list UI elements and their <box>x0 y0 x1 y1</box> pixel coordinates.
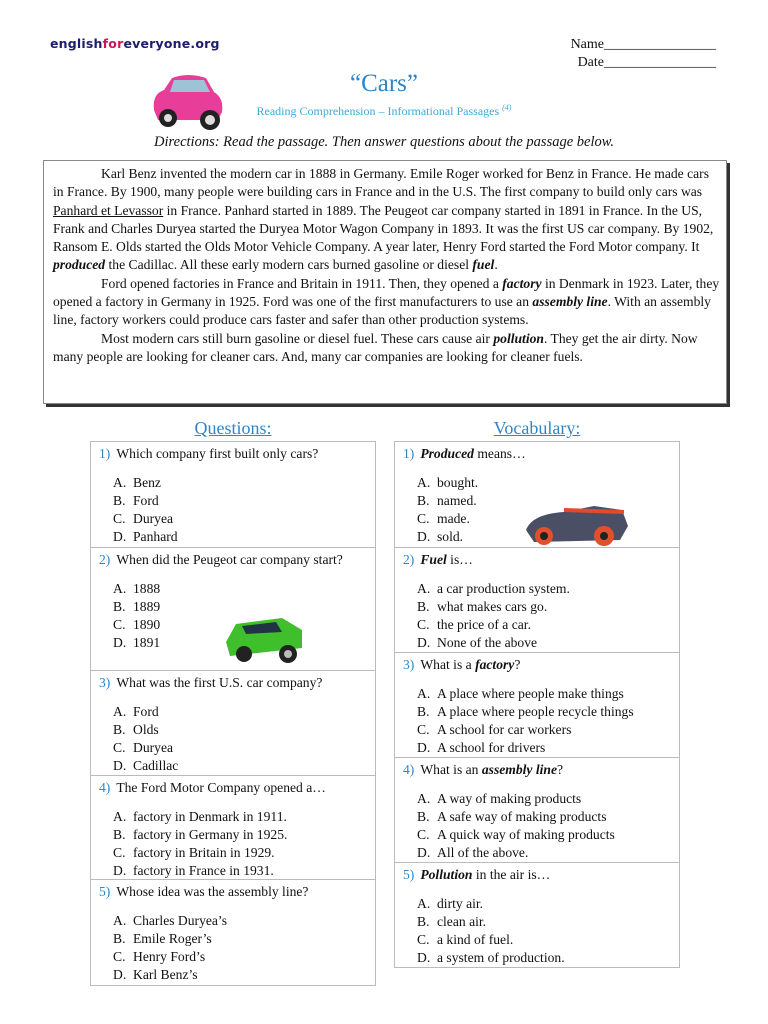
option-text: Panhard <box>133 529 178 544</box>
underlined-text: Panhard et Levassor <box>53 202 164 218</box>
option-text: 1891 <box>133 635 161 650</box>
option-text: Cadillac <box>133 758 179 773</box>
option-letter: A. <box>417 896 431 911</box>
answer-option[interactable] <box>113 721 367 739</box>
answer-option[interactable] <box>113 930 367 948</box>
option-text: what makes cars go. <box>437 599 548 614</box>
option-letter: D. <box>417 845 431 860</box>
option-text: sold. <box>437 529 464 544</box>
answer-option[interactable] <box>113 826 367 844</box>
questions-heading: Questions: <box>194 418 272 438</box>
questions-list <box>90 441 376 986</box>
answer-options <box>403 580 671 652</box>
option-letter: B. <box>417 493 430 508</box>
answer-options <box>99 808 367 880</box>
option-letter: B. <box>417 704 430 719</box>
option-letter: C. <box>417 511 430 526</box>
answer-option[interactable] <box>113 474 367 492</box>
option-letter: D. <box>417 740 431 755</box>
option-letter: D. <box>113 635 127 650</box>
question-number: 2) <box>99 552 111 567</box>
site-logo <box>50 36 220 51</box>
question-prompt <box>99 674 367 692</box>
option-text: A way of making products <box>437 791 582 806</box>
option-text: factory in France in 1931. <box>133 863 274 878</box>
text-segment: . With an assembly line, factory workers could produce cars faster and safer than other production systems. <box>53 294 711 328</box>
option-letter: A. <box>417 475 431 490</box>
answer-option[interactable] <box>113 966 367 984</box>
question-item <box>90 880 376 986</box>
text-segment: What is a <box>420 657 476 672</box>
answer-option[interactable] <box>113 948 367 966</box>
question-number: 5) <box>403 867 415 882</box>
question-item <box>90 671 376 776</box>
option-text: Henry Ford’s <box>133 949 206 964</box>
option-letter: A. <box>113 475 127 490</box>
emphasized-term: Fuel <box>420 552 447 567</box>
question-number: 1) <box>403 446 415 461</box>
option-text: A school for drivers <box>437 740 546 755</box>
reading-passage <box>43 160 727 404</box>
text-segment: Ford opened factories in France and Britain in 1911. Then, they opened a <box>101 275 503 291</box>
emphasized-term: Pollution <box>420 867 473 882</box>
question-prompt <box>403 866 671 884</box>
subtitle-text: Reading Comprehension – Informational Passages <box>256 104 500 118</box>
text-segment: in France. Panhard started in 1889. The Peugeot car company started in 1891 in France. In the US, Frank and Charles Duryea started the Duryea Motor Wagon Company in 1893. It was the first US car company. By 1902, Ransom E. Olds started the Olds Motor Vehicle Company. A year later, Henry Ford started the Ford Motor company. It <box>53 202 714 255</box>
text-segment: The Ford Motor Company opened a… <box>116 780 326 795</box>
text-segment: Karl Benz invented the modern car in 1888 in Germany. Emile Roger worked for Benz in France. He made cars in France. By 1900, many people were building cars in France and in the U.S. The first company to build only cars was <box>53 166 709 200</box>
option-letter: A. <box>113 704 127 719</box>
option-letter: B. <box>113 931 126 946</box>
answer-option[interactable] <box>417 739 671 757</box>
answer-option[interactable] <box>113 912 367 930</box>
question-item <box>90 442 376 548</box>
answer-option[interactable] <box>417 580 671 598</box>
option-letter: A. <box>417 686 431 701</box>
question-item <box>90 776 376 880</box>
option-text: Olds <box>133 722 159 737</box>
option-letter: C. <box>113 617 126 632</box>
page-title: “Cars” <box>349 70 419 97</box>
emphasized-term: factory <box>475 657 515 672</box>
emphasized-term: fuel <box>472 257 495 273</box>
option-letter: C. <box>417 617 430 632</box>
option-letter: A. <box>113 913 127 928</box>
answer-option[interactable] <box>113 808 367 826</box>
question-prompt <box>403 656 671 674</box>
option-text: the price of a car. <box>437 617 531 632</box>
option-letter: B. <box>113 599 126 614</box>
text-segment: Whose idea was the assembly line? <box>116 884 309 899</box>
answer-option[interactable] <box>113 510 367 528</box>
option-text: 1888 <box>133 581 161 596</box>
option-text: named. <box>437 493 477 508</box>
option-letter: C. <box>417 722 430 737</box>
logo-text: everyone.org <box>123 36 220 51</box>
option-text: 1890 <box>133 617 161 632</box>
question-number: 5) <box>99 884 111 899</box>
answer-option[interactable] <box>417 616 671 634</box>
option-letter: C. <box>113 949 126 964</box>
green-race-car-image <box>222 612 306 668</box>
answer-options <box>99 912 367 984</box>
option-letter: C. <box>113 845 126 860</box>
name-field: Name________________ <box>570 37 716 52</box>
option-text: made. <box>437 511 470 526</box>
answer-option[interactable] <box>417 685 671 703</box>
name-date-block <box>571 36 716 72</box>
option-text: Emile Roger’s <box>133 931 212 946</box>
text-segment: in the air is… <box>472 867 551 882</box>
option-text: None of the above <box>437 635 538 650</box>
option-text: A safe way of making products <box>437 809 607 824</box>
option-letter: A. <box>113 581 127 596</box>
answer-option[interactable] <box>417 808 671 826</box>
question-number: 4) <box>403 762 415 777</box>
option-letter: D. <box>113 863 127 878</box>
answer-options <box>403 895 671 967</box>
subtitle <box>0 103 768 119</box>
option-letter: A. <box>113 809 127 824</box>
option-letter: D. <box>113 529 127 544</box>
answer-option[interactable] <box>417 844 671 862</box>
answer-option[interactable] <box>113 844 367 862</box>
option-text: Duryea <box>133 740 174 755</box>
option-letter: D. <box>417 950 431 965</box>
question-prompt <box>99 445 367 463</box>
vocabulary-item <box>394 758 680 863</box>
question-prompt <box>403 551 671 569</box>
emphasized-term: Produced <box>420 446 474 461</box>
answer-option[interactable] <box>417 931 671 949</box>
answer-options <box>99 703 367 775</box>
vocabulary-item <box>394 548 680 653</box>
option-text: Ford <box>133 493 159 508</box>
emphasized-term: assembly line <box>532 294 608 310</box>
answer-option[interactable] <box>417 634 671 652</box>
answer-option[interactable] <box>417 474 671 492</box>
option-letter: C. <box>113 740 126 755</box>
vocabulary-heading: Vocabulary: <box>493 418 581 438</box>
text-segment: What was the first U.S. car company? <box>116 675 323 690</box>
question-number: 1) <box>99 446 111 461</box>
option-letter: B. <box>113 827 126 842</box>
option-letter: D. <box>417 635 431 650</box>
answer-option[interactable] <box>113 580 367 598</box>
option-text: a kind of fuel. <box>437 932 514 947</box>
option-text: factory in Denmark in 1911. <box>133 809 287 824</box>
option-text: bought. <box>437 475 479 490</box>
option-text: Karl Benz’s <box>133 967 198 982</box>
emphasized-term: assembly line <box>481 762 557 777</box>
answer-options <box>99 474 367 546</box>
option-text: factory in Germany in 1925. <box>133 827 288 842</box>
option-text: A place where people recycle things <box>437 704 634 719</box>
option-text: Duryea <box>133 511 174 526</box>
text-segment: is… <box>446 552 473 567</box>
answer-option[interactable] <box>417 703 671 721</box>
text-segment: . They get the air dirty. Now many people are looking for cleaner cars. And, many car companies are looking for cleaner fuels. <box>53 330 698 364</box>
date-field: Date________________ <box>577 55 716 70</box>
option-text: Benz <box>133 475 161 490</box>
option-letter: C. <box>417 827 430 842</box>
text-segment: in Denmark in 1923. Later, they opened a factory in Germany in 1925. Ford was one of the first manufacturers to use an <box>53 275 720 310</box>
answer-option[interactable] <box>113 862 367 880</box>
option-letter: D. <box>417 529 431 544</box>
answer-option[interactable] <box>113 703 367 721</box>
passage-paragraph <box>53 165 720 275</box>
option-text: Ford <box>133 704 159 719</box>
option-letter: B. <box>417 599 430 614</box>
text-segment: means… <box>473 446 526 461</box>
question-prompt <box>403 445 671 463</box>
option-letter: B. <box>113 493 126 508</box>
answer-options <box>403 685 671 757</box>
option-text: clean air. <box>437 914 487 929</box>
logo-text: for <box>102 36 124 51</box>
option-text: a car production system. <box>437 581 570 596</box>
option-text: A school for car workers <box>437 722 572 737</box>
answer-option[interactable] <box>113 739 367 757</box>
option-text: A place where people make things <box>437 686 624 701</box>
text-segment: the Cadillac. All these early modern cars burned gasoline or diesel <box>105 257 473 273</box>
question-prompt <box>99 883 367 901</box>
question-number: 3) <box>99 675 111 690</box>
text-segment: . <box>494 257 498 273</box>
option-letter: D. <box>113 967 127 982</box>
option-text: 1889 <box>133 599 161 614</box>
option-letter: A. <box>417 791 431 806</box>
question-prompt <box>403 761 671 779</box>
question-prompt <box>99 779 367 797</box>
answer-option[interactable] <box>113 528 367 546</box>
emphasized-term: produced <box>53 257 106 273</box>
directions: Directions: Read the passage. Then answer questions about the passage below. <box>154 134 614 150</box>
text-segment: When did the Peugeot car company start? <box>116 552 343 567</box>
text-segment: Which company first built only cars? <box>116 446 319 461</box>
option-letter: C. <box>417 932 430 947</box>
passage-paragraph <box>53 275 720 330</box>
option-text: All of the above. <box>437 845 529 860</box>
option-text: factory in Britain in 1929. <box>133 845 275 860</box>
logo-text: english <box>50 36 103 51</box>
answer-option[interactable] <box>113 757 367 775</box>
question-number: 4) <box>99 780 111 795</box>
answer-option[interactable] <box>417 790 671 808</box>
option-text: Charles Duryea’s <box>133 913 227 928</box>
option-text: dirty air. <box>437 896 484 911</box>
question-number: 3) <box>403 657 415 672</box>
text-segment: ? <box>514 657 521 672</box>
option-letter: B. <box>417 809 430 824</box>
answer-option[interactable] <box>417 721 671 739</box>
text-segment: What is an <box>420 762 482 777</box>
question-number: 2) <box>403 552 415 567</box>
answer-option[interactable] <box>417 598 671 616</box>
dark-sports-car-image <box>524 500 630 548</box>
answer-option[interactable] <box>417 826 671 844</box>
option-letter: A. <box>417 581 431 596</box>
option-letter: B. <box>113 722 126 737</box>
answer-option[interactable] <box>113 492 367 510</box>
option-text: a system of production. <box>437 950 565 965</box>
option-letter: D. <box>113 758 127 773</box>
option-letter: B. <box>417 914 430 929</box>
passage-paragraph <box>53 330 720 367</box>
vocabulary-item <box>394 863 680 968</box>
answer-options <box>403 790 671 862</box>
answer-option[interactable] <box>417 949 671 967</box>
emphasized-term: factory <box>502 275 542 291</box>
text-segment: ? <box>557 762 564 777</box>
text-segment: Most modern cars still burn gasoline or diesel fuel. These cars cause air <box>101 330 494 346</box>
level-label: (4) <box>502 103 512 112</box>
vocabulary-item <box>394 653 680 758</box>
emphasized-term: pollution <box>493 330 544 346</box>
option-text: A quick way of making products <box>437 827 615 842</box>
answer-option[interactable] <box>417 895 671 913</box>
answer-option[interactable] <box>417 913 671 931</box>
option-letter: C. <box>113 511 126 526</box>
question-prompt <box>99 551 367 569</box>
